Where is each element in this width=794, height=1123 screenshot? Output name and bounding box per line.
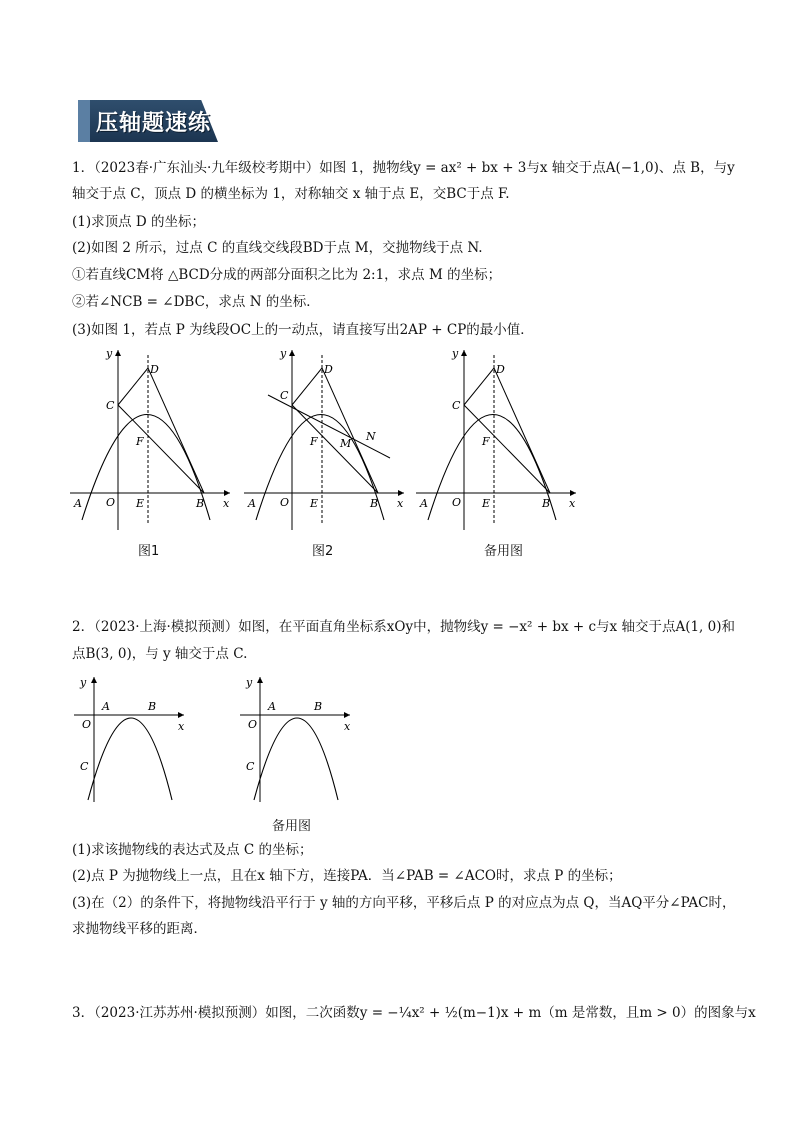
fig1-label-x: x <box>223 497 230 510</box>
fig1-label-o: O <box>106 496 116 509</box>
q1-sub2: (2)如图 2 所示，过点 C 的直线交线段BD于点 M，交抛物线于点 N. <box>72 240 483 256</box>
q3-line1: 3．（2023·江苏苏州·模拟预测）如图，二次函数y = −¼x² + ½(m−1)x + m（m 是常数，且m > 0）的图象与x <box>72 1005 756 1021</box>
q1-line2: 轴交于点 C，顶点 D 的横坐标为 1，对称轴交 x 轴于点 E，交BC于点 F. <box>72 186 510 202</box>
q2-fig2-label-y: y <box>246 676 253 689</box>
fig3-label-e: E <box>482 497 491 510</box>
fig2-caption: 图2 <box>312 544 334 559</box>
q2-line2: 点B(3, 0)，与 y 轴交于点 C. <box>72 646 248 662</box>
fig2-label-x: x <box>397 497 404 510</box>
fig2-label-n: N <box>366 430 376 443</box>
fig1-label-e: E <box>136 497 145 510</box>
q2-fig2-label-a: A <box>268 700 276 713</box>
banner-title: 压轴题速练 <box>96 111 212 136</box>
q2-sub2: (2)点 P 为抛物线上一点，且在x 轴下方，连接PA．当∠PAB = ∠ACO时，求点 P 的坐标； <box>72 868 622 884</box>
fig2-label-o: O <box>280 496 290 509</box>
fig2-label-e: E <box>310 497 319 510</box>
q1-figure-1 <box>70 345 235 530</box>
fig1-label-b: B <box>196 497 205 510</box>
fig3-label-y: y <box>452 347 459 360</box>
fig3-label-c: C <box>452 399 461 412</box>
fig2-label-a: A <box>248 497 256 510</box>
fig2-label-b: B <box>370 497 379 510</box>
fig1-label-c: C <box>106 399 115 412</box>
q1-sub3: (3)如图 1，若点 P 为线段OC上的一动点，请直接写出2AP + CP的最小值． <box>72 322 534 338</box>
q1-sub2b: ②若∠NCB = ∠DBC，求点 N 的坐标． <box>72 294 320 310</box>
q1-sub2a: ①若直线CM将 △BCD分成的两部分面积之比为 2:1，求点 M 的坐标； <box>72 267 502 283</box>
section-banner <box>78 100 218 142</box>
fig2-label-y: y <box>280 347 287 360</box>
q2-fig1-label-a: A <box>102 700 110 713</box>
q2-fig-caption: 备用图 <box>272 819 312 834</box>
fig1-caption: 图1 <box>138 544 160 559</box>
q2-fig1-label-c: C <box>80 760 89 773</box>
fig1-label-a: A <box>74 497 82 510</box>
q2-sub3: (3)在（2）的条件下，将抛物线沿平行于 y 轴的方向平移，平移后点 P 的对应点为点 Q，当AQ平分∠PAC时， <box>72 895 736 911</box>
q2-figure-1 <box>74 672 194 807</box>
fig2-label-c: C <box>280 389 289 402</box>
fig1-label-d: D <box>150 363 159 376</box>
q2-fig1-label-y: y <box>80 676 87 689</box>
q1-figure-spare <box>416 345 581 530</box>
q2-fig2-label-b: B <box>314 700 323 713</box>
fig1-label-f: F <box>136 435 144 448</box>
q2-figure-spare <box>240 672 360 807</box>
q2-fig1-label-x: x <box>178 720 185 733</box>
fig2-label-m: M <box>340 437 352 450</box>
fig3-label-f: F <box>482 435 490 448</box>
fig3-label-o: O <box>452 496 462 509</box>
q2-sub3b: 求抛物线平移的距离． <box>72 921 207 937</box>
fig3-caption: 备用图 <box>484 544 524 559</box>
fig3-label-a: A <box>420 497 428 510</box>
fig1-label-y: y <box>106 347 113 360</box>
q2-fig1-label-o: O <box>82 718 92 731</box>
q2-fig2-label-o: O <box>248 718 258 731</box>
q1-figure-2 <box>244 345 409 530</box>
q1-line1: 1．（2023春·广东汕头·九年级校考期中）如图 1，抛物线y = ax² + bx + 3与x 轴交于点A(−1,0)、点 B，与y <box>72 160 735 176</box>
fig2-label-d: D <box>324 363 333 376</box>
fig3-label-d: D <box>496 363 505 376</box>
q2-line1: 2．（2023·上海·模拟预测）如图，在平面直角坐标系xOy中，抛物线y = −x² + bx + c与x 轴交于点A(1, 0)和 <box>72 619 735 635</box>
fig2-label-f: F <box>310 435 318 448</box>
q1-sub1: (1)求顶点 D 的坐标； <box>72 214 206 230</box>
q2-fig2-label-x: x <box>344 720 351 733</box>
fig3-label-x: x <box>569 497 576 510</box>
q2-fig2-label-c: C <box>246 760 255 773</box>
fig3-label-b: B <box>542 497 551 510</box>
q2-fig1-label-b: B <box>148 700 157 713</box>
q2-sub1: (1)求该抛物线的表达式及点 C 的坐标； <box>72 842 313 858</box>
